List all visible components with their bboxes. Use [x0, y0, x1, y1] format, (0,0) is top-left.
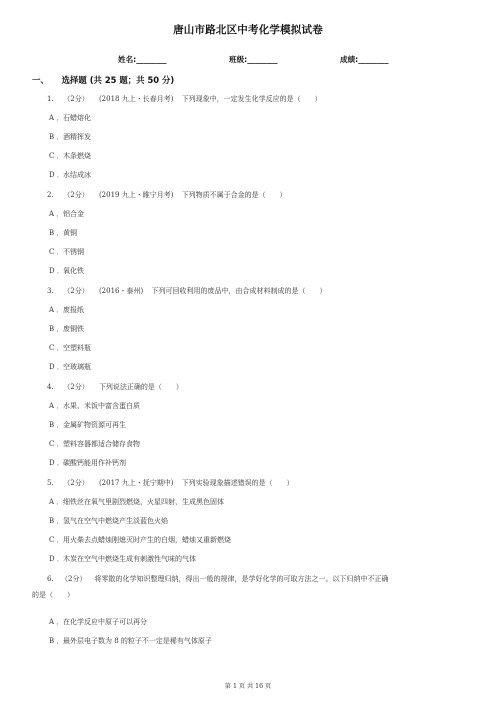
- option-5a: [49, 498, 224, 507]
- option-4a: [49, 402, 140, 411]
- option-text: 碳酸钙能用作补钙剂: [63, 459, 126, 467]
- option-4c: [49, 440, 140, 449]
- option-2c: [49, 248, 84, 257]
- option-4b: [49, 421, 126, 430]
- option-letter: C ．: [49, 344, 64, 352]
- question-1: [47, 95, 322, 104]
- question-text: 下列物质不属于合金的是（ ）: [181, 191, 287, 199]
- question-number: 3.: [47, 287, 54, 295]
- student-info-row: [0, 54, 496, 68]
- question-4: [47, 383, 183, 392]
- option-5c: [49, 536, 231, 545]
- option-letter: D ．: [49, 459, 64, 467]
- option-text: 酒精挥发: [63, 133, 91, 141]
- question-number: 4.: [47, 383, 54, 391]
- option-text: 金属矿物资源可再生: [63, 421, 126, 429]
- option-letter: B ．: [49, 325, 64, 333]
- option-letter: A ．: [49, 114, 64, 122]
- option-text: 废铜铁: [63, 325, 84, 333]
- option-text: 氧化铁: [63, 267, 84, 275]
- option-3b: [49, 325, 84, 334]
- option-5d: [49, 555, 196, 564]
- option-letter: C ．: [49, 440, 64, 448]
- question-points: （2分）: [63, 383, 89, 391]
- option-text: 木炭在空气中燃烧生成有刺激性气味的气体: [63, 555, 196, 563]
- question-6: [32, 575, 467, 600]
- option-letter: C ．: [49, 536, 64, 544]
- question-number: 1.: [47, 95, 54, 103]
- option-3d: [49, 363, 91, 372]
- option-2a: [49, 210, 84, 219]
- option-1d: [49, 171, 91, 180]
- question-source: (2019 九上・睢宁月考): [98, 191, 174, 199]
- question-2: [47, 191, 287, 200]
- option-text: 不锈钢: [63, 248, 84, 256]
- option-5b: [49, 517, 168, 526]
- option-text: 空玻璃瓶: [63, 363, 91, 371]
- option-text: 水结成冰: [63, 171, 91, 179]
- option-1b: [49, 133, 91, 142]
- option-text: 氢气在空气中燃烧产生淡蓝色火焰: [63, 517, 168, 525]
- section-heading: [32, 74, 174, 86]
- option-letter: B ．: [49, 517, 64, 525]
- option-2b: [49, 229, 77, 238]
- option-3c: [49, 344, 91, 353]
- option-letter: A ．: [49, 306, 64, 314]
- option-letter: A ．: [49, 498, 64, 506]
- option-text: 细铁丝在氧气里剧烈燃烧，火星四射，生成黑色固体: [63, 498, 224, 506]
- option-letter: A ．: [49, 210, 64, 218]
- question-5: [47, 479, 294, 488]
- question-text-continued: 的是（ ）: [32, 591, 74, 599]
- option-letter: B ．: [49, 133, 64, 141]
- option-letter: C ．: [49, 152, 64, 160]
- section-title: 选择题 (共 25 题；共 50 分): [61, 75, 175, 85]
- option-2d: [49, 267, 84, 276]
- option-letter: A ．: [49, 618, 64, 626]
- option-6b: [49, 637, 212, 646]
- option-letter: D ．: [49, 363, 64, 371]
- option-text: 废报纸: [63, 306, 84, 314]
- option-letter: D ．: [49, 171, 64, 179]
- option-text: 用火柴去点蜡烛刚熄灭时产生的白烟，蜡烛又重新燃烧: [63, 536, 231, 544]
- option-text: 空塑料瓶: [63, 344, 91, 352]
- option-letter: B ．: [49, 229, 64, 237]
- question-points: （2分）: [63, 95, 89, 103]
- option-4d: [49, 459, 126, 468]
- question-number: 5.: [47, 479, 54, 487]
- option-text: 塑料容器都适合储存食物: [63, 440, 140, 448]
- question-text: 将零散的化学知识整理归纳，得出一般的规律，是学好化学的可取方法之一。以下归纳中不正确: [94, 575, 389, 583]
- option-1c: [49, 152, 91, 161]
- option-letter: A ．: [49, 402, 64, 410]
- question-source: (2018 九上・长春月考): [98, 95, 174, 103]
- question-text: 下列可回收利用的废品中，由合成材料制成的是（ ）: [151, 287, 327, 295]
- class-field[interactable]: 班级:________: [229, 55, 278, 64]
- question-source: (2016・泰州): [98, 287, 144, 295]
- question-number: 2.: [47, 191, 54, 199]
- page-number: 第 1 页 共 16 页: [224, 683, 272, 690]
- option-letter: B ．: [49, 637, 64, 645]
- question-points: （2分）: [63, 479, 89, 487]
- option-text: 黄铜: [63, 229, 77, 237]
- section-number: 一、: [32, 75, 49, 85]
- exam-title: 唐山市路北区中考化学模拟试卷: [173, 24, 323, 36]
- question-text: 下列实验现象描述错误的是（ ）: [181, 479, 294, 487]
- question-3: [47, 287, 326, 296]
- option-letter: D ．: [49, 555, 64, 563]
- option-text: 在化学反应中原子可以再分: [63, 618, 147, 626]
- option-1a: [49, 114, 91, 123]
- option-letter: B ．: [49, 421, 64, 429]
- score-field[interactable]: 成绩:________: [340, 55, 389, 64]
- option-text: 木条燃烧: [63, 152, 91, 160]
- option-text: 石蜡熔化: [63, 114, 91, 122]
- question-number: 6.: [47, 575, 54, 583]
- option-6a: [49, 618, 147, 627]
- option-letter: C ．: [49, 248, 64, 256]
- question-points: （2分）: [61, 575, 87, 583]
- question-text: 下列现象中，一定发生化学反应的是（ ）: [181, 95, 322, 103]
- option-3a: [49, 306, 84, 315]
- name-field[interactable]: 姓名:________: [118, 55, 167, 64]
- option-text: 铝合金: [63, 210, 84, 218]
- question-source: (2017 九上・抚宁期中): [98, 479, 174, 487]
- option-letter: D ．: [49, 267, 64, 275]
- option-text: 最外层电子数为 8 的粒子不一定是稀有气体原子: [63, 637, 212, 645]
- question-text: 下列说法正确的是（ ）: [98, 383, 183, 391]
- question-points: （2分）: [63, 191, 89, 199]
- question-points: （2分）: [63, 287, 89, 295]
- option-text: 水果、米饭中富含蛋白质: [63, 402, 140, 410]
